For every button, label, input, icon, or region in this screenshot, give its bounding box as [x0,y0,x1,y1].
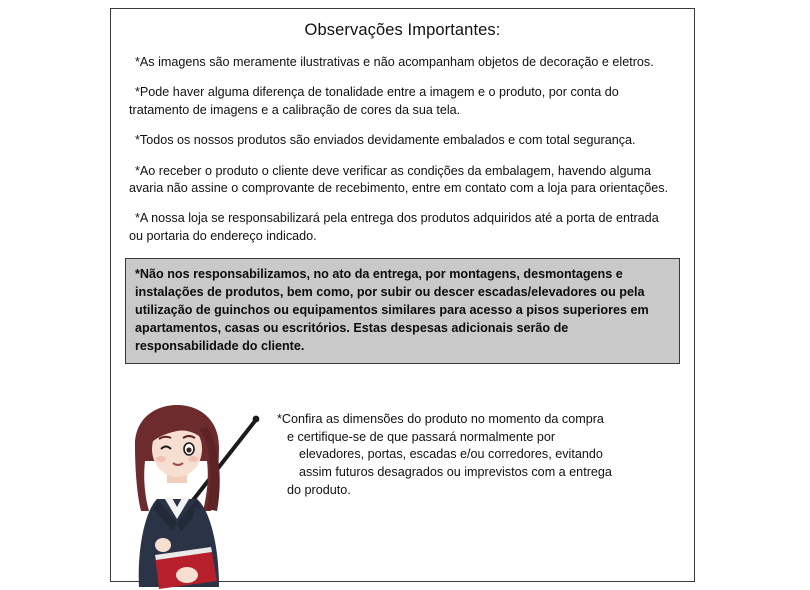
list-item: *Pode haver alguma diferença de tonalidade entre a imagem e o produto, por conta do tratamento de imagens e a calibração de cores da sua tela. [129,85,619,117]
dimensions-note-line: e certifique-se de que passará normalmente por [287,429,556,444]
dimensions-note-line: assim futuros desagrados ou imprevistos com a entrega [299,464,612,479]
highlighted-disclaimer: *Não nos responsabilizamos, no ato da entrega, por montagens, desmontagens e instalações de produtos, bem como, por subir ou descer escadas/elevadores ou pela utilização de guinchos ou equipamentos similares para acesso a pisos superiores em apartamentos, casas ou escritórios. Estas despesas adicionais serão de responsabilidade do cliente. [125,258,680,364]
woman-with-pointer-illustration [99,399,279,589]
dimensions-note-line: *Confira as dimensões do produto no momento da compra [277,412,604,426]
list-item: *Ao receber o produto o cliente deve verificar as condições da embalagem, havendo alguma avaria não assine o comprovante de recebimento, entre em contato com a loja para orientações. [129,163,669,195]
dimensions-note [263,411,678,499]
dimensions-note-line: elevadores, portas, escadas e/ou corredores, evitando [299,447,603,462]
dimensions-note-line: do produto. [287,482,351,497]
page-title: Observações Importantes: [304,21,501,39]
bottom-section [111,399,696,583]
observations-box [110,8,695,582]
notes-list [111,54,694,245]
list-item: *As imagens são meramente ilustrativas e não acompanham objetos de decoração e eletros. [135,55,654,69]
list-item: *A nossa loja se responsabilizará pela entrega dos produtos adquiridos até a porta de entrada ou portaria do endereço indicado. [129,211,659,243]
list-item: *Todos os nossos produtos são enviados devidamente embalados e com total segurança. [135,133,636,148]
